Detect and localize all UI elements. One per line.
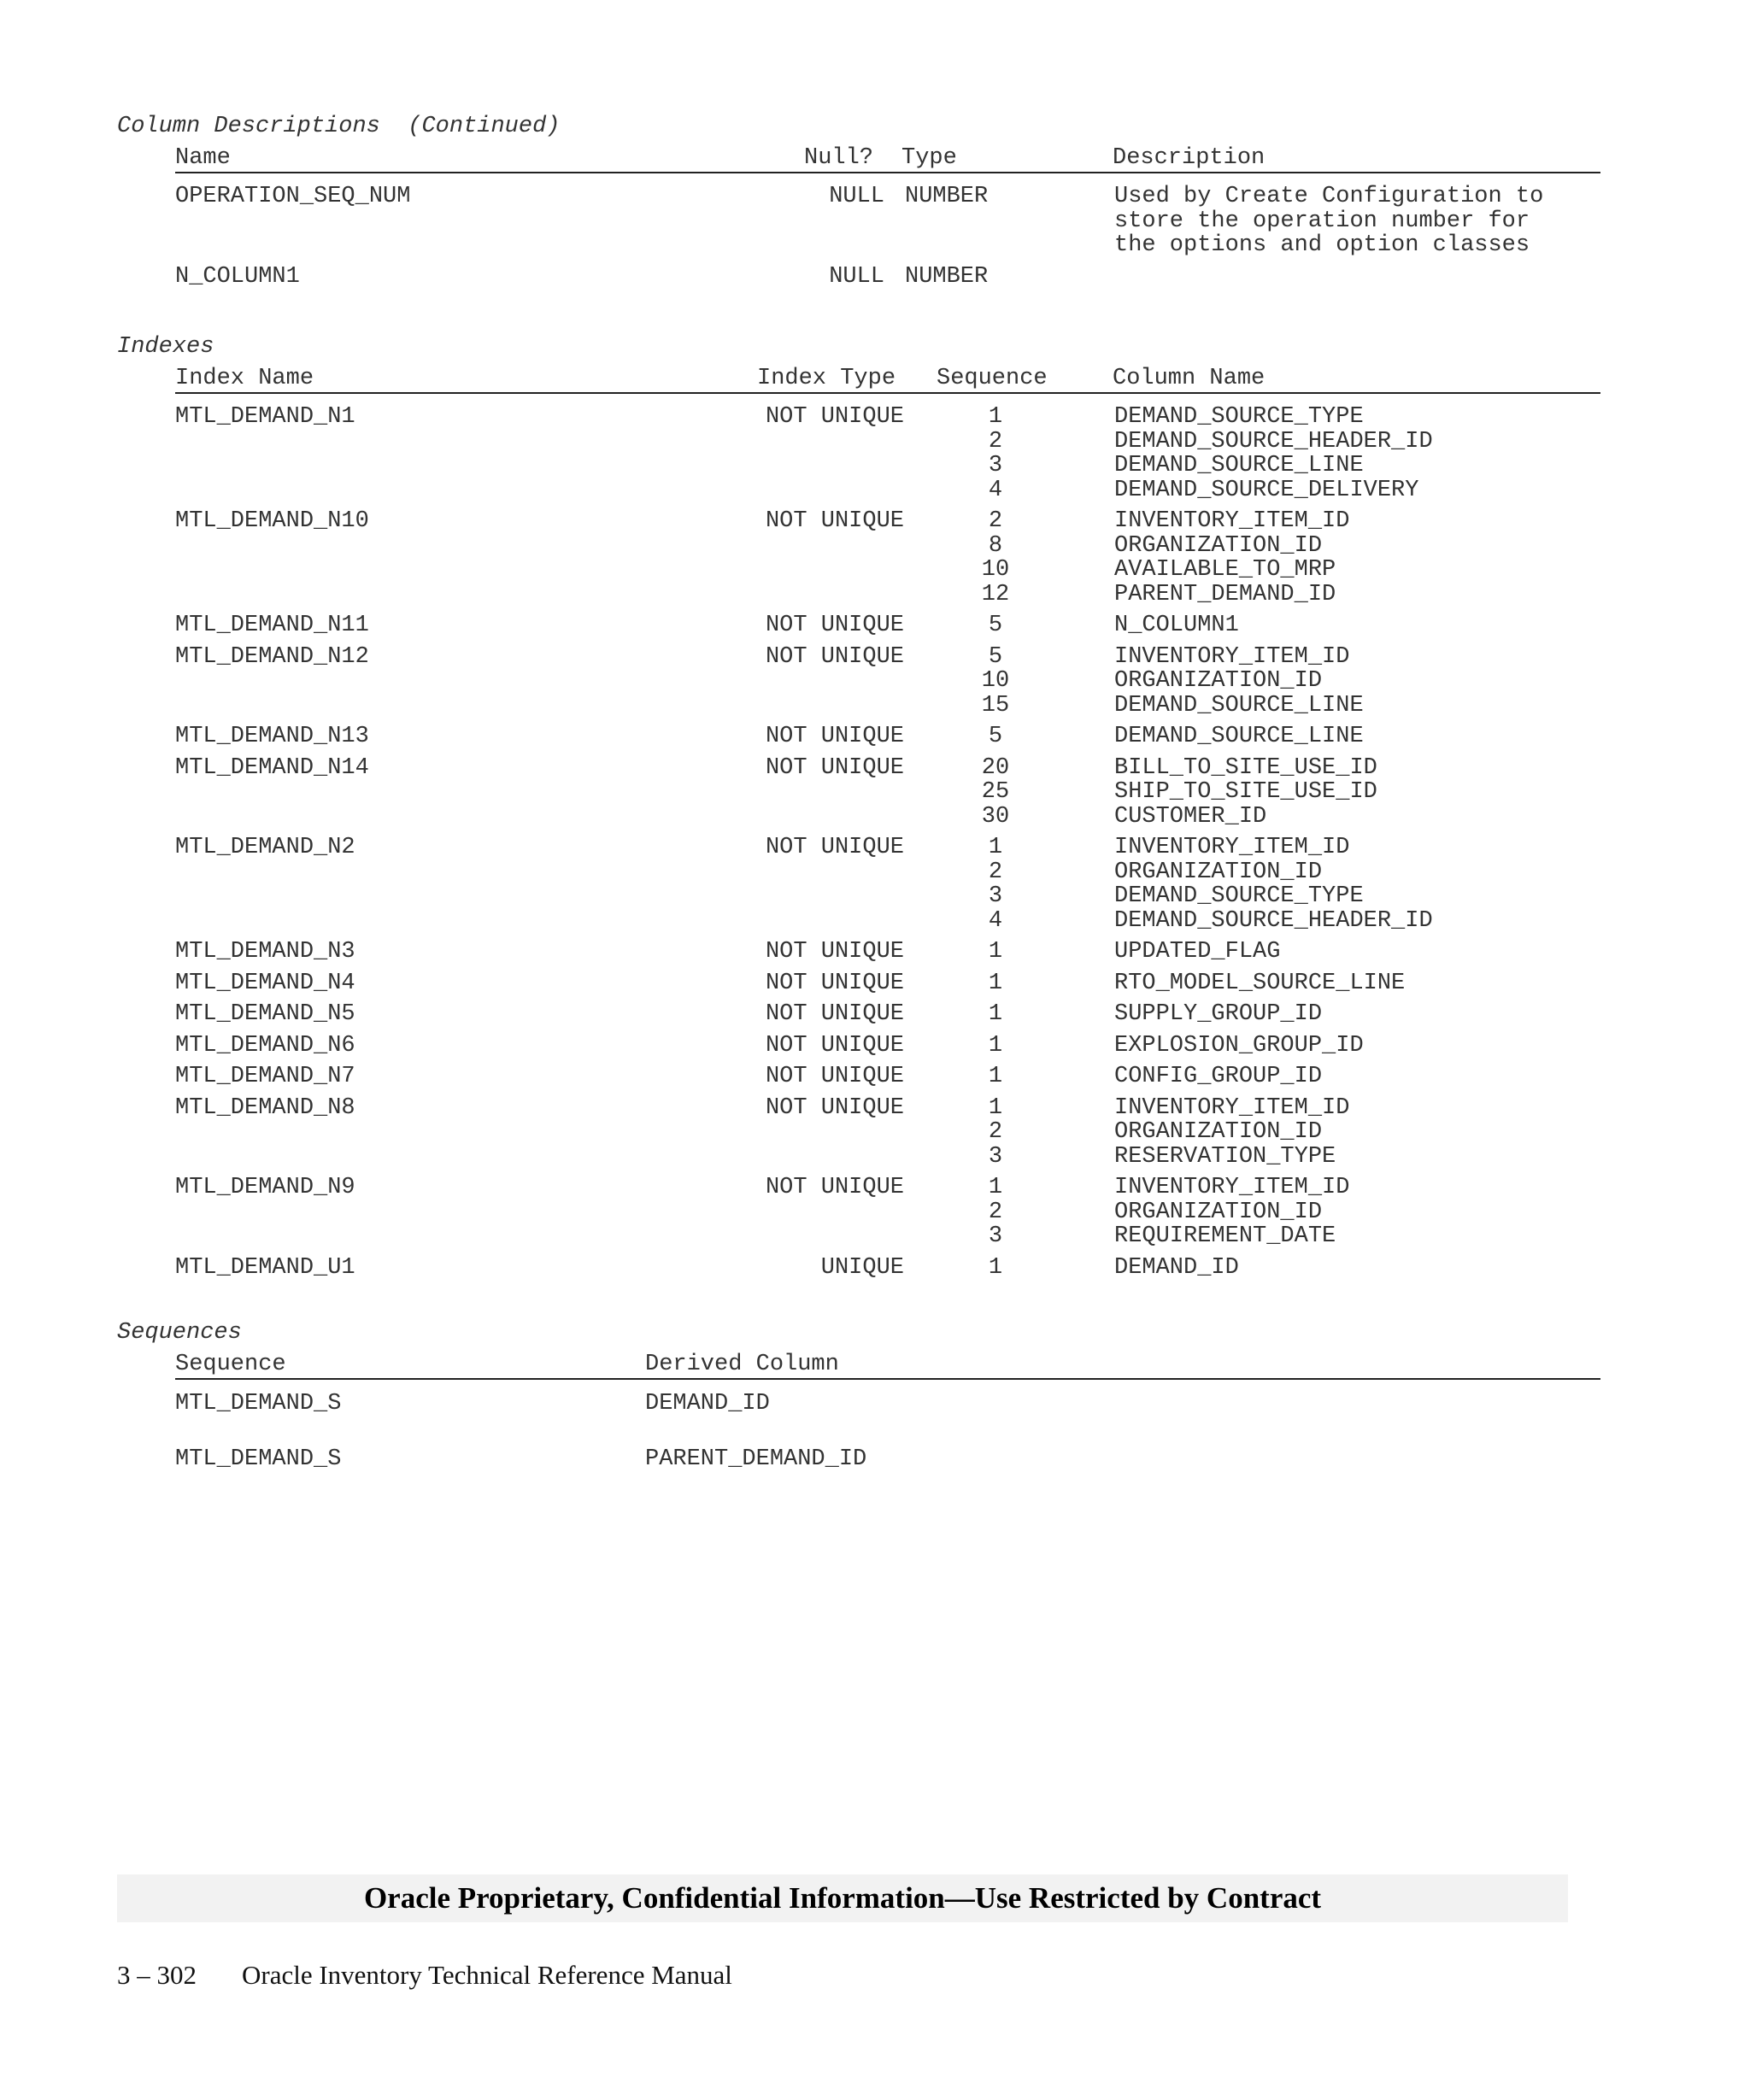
index-column-name: REQUIREMENT_DATE — [1114, 1223, 1336, 1249]
index-type: NOT UNIQUE — [765, 508, 904, 534]
indexes-title: Indexes — [117, 334, 214, 360]
index-column-name: INVENTORY_ITEM_ID — [1114, 835, 1350, 860]
header-type: Type — [901, 145, 957, 171]
index-name: MTL_DEMAND_N11 — [175, 613, 369, 638]
index-sequence: 5 — [988, 643, 1003, 670]
confidential-banner: Oracle Proprietary, Confidential Information––Use Restricted by Contract — [363, 1881, 1322, 1915]
index-name: MTL_DEMAND_N4 — [175, 970, 355, 996]
index-name: MTL_DEMAND_N10 — [175, 508, 369, 534]
column-type: NUMBER — [905, 263, 989, 290]
index-column-name: CUSTOMER_ID — [1114, 803, 1267, 830]
column-descriptions-rule — [175, 172, 1600, 173]
index-type: NOT UNIQUE — [765, 1064, 904, 1089]
index-sequence: 5 — [988, 613, 1003, 638]
index-column-name: INVENTORY_ITEM_ID — [1114, 1094, 1350, 1121]
index-name: MTL_DEMAND_N7 — [175, 1064, 355, 1089]
index-sequence: 1 — [988, 939, 1003, 965]
index-column-name: INVENTORY_ITEM_ID — [1114, 1175, 1350, 1200]
index-sequence: 25 — [981, 779, 1010, 805]
index-column-name: SHIP_TO_SITE_USE_ID — [1114, 779, 1377, 805]
indexes-rule — [175, 392, 1600, 394]
index-column-name: ORGANIZATION_ID — [1114, 1199, 1323, 1225]
derived-column: PARENT_DEMAND_ID — [645, 1446, 867, 1472]
index-name: MTL_DEMAND_N1 — [175, 404, 355, 430]
page-number: 3 – 302 — [117, 1960, 197, 1990]
index-sequence: 3 — [988, 1143, 1003, 1170]
index-column-name: DEMAND_SOURCE_DELIVERY — [1114, 477, 1419, 503]
index-sequence: 3 — [988, 883, 1003, 909]
index-sequence: 30 — [981, 803, 1010, 830]
index-sequence: 1 — [988, 1094, 1003, 1121]
index-sequence: 4 — [988, 477, 1003, 503]
index-sequence: 5 — [988, 724, 1003, 749]
column-name: OPERATION_SEQ_NUM — [175, 184, 411, 209]
index-type: NOT UNIQUE — [765, 835, 904, 860]
column-descriptions-title: Column Descriptions (Continued) — [117, 114, 561, 139]
index-sequence: 10 — [981, 557, 1010, 583]
index-type: NOT UNIQUE — [765, 643, 904, 670]
header-index-name: Index Name — [175, 366, 314, 391]
derived-column: DEMAND_ID — [645, 1391, 770, 1417]
index-column-name: DEMAND_SOURCE_HEADER_ID — [1114, 907, 1433, 934]
column-name: N_COLUMN1 — [175, 263, 300, 290]
index-column-name: DEMAND_ID — [1114, 1254, 1239, 1281]
column-null: NULL — [829, 263, 884, 290]
index-sequence: 2 — [988, 859, 1003, 885]
index-column-name: DEMAND_SOURCE_HEADER_ID — [1114, 428, 1433, 455]
index-sequence: 3 — [988, 1223, 1003, 1249]
index-column-name: RTO_MODEL_SOURCE_LINE — [1114, 970, 1406, 996]
index-sequence: 1 — [988, 404, 1003, 430]
index-sequence: 2 — [988, 1199, 1003, 1225]
header-null: Null? — [804, 145, 874, 171]
index-column-name: EXPLOSION_GROUP_ID — [1114, 1032, 1364, 1059]
index-column-name: ORGANIZATION_ID — [1114, 859, 1323, 885]
index-sequence: 2 — [988, 1119, 1003, 1145]
column-type: NUMBER — [905, 184, 989, 209]
index-name: MTL_DEMAND_N2 — [175, 835, 355, 860]
index-sequence: 1 — [988, 1032, 1003, 1059]
index-name: MTL_DEMAND_N5 — [175, 1001, 355, 1027]
index-column-name: RESERVATION_TYPE — [1114, 1143, 1336, 1170]
index-name: MTL_DEMAND_N6 — [175, 1032, 355, 1059]
index-column-name: DEMAND_SOURCE_TYPE — [1114, 883, 1364, 909]
index-type: NOT UNIQUE — [765, 1032, 904, 1059]
index-sequence: 1 — [988, 1064, 1003, 1089]
index-column-name: INVENTORY_ITEM_ID — [1114, 508, 1350, 534]
index-sequence: 1 — [988, 1175, 1003, 1200]
index-type: UNIQUE — [820, 1254, 904, 1281]
index-sequence: 12 — [981, 581, 1010, 607]
column-description-line: the options and option classes — [1114, 232, 1530, 258]
index-sequence: 20 — [981, 754, 1010, 781]
index-type: NOT UNIQUE — [765, 970, 904, 996]
header-seq: Sequence — [175, 1352, 286, 1377]
sequence-name: MTL_DEMAND_S — [175, 1391, 342, 1417]
index-column-name: N_COLUMN1 — [1114, 613, 1239, 638]
index-sequence: 1 — [988, 1254, 1003, 1281]
index-name: MTL_DEMAND_U1 — [175, 1254, 355, 1281]
column-description-line: store the operation number for — [1114, 208, 1530, 234]
index-sequence: 2 — [988, 508, 1003, 534]
index-type: NOT UNIQUE — [765, 404, 904, 430]
index-type: NOT UNIQUE — [765, 724, 904, 749]
manual-title: Oracle Inventory Technical Reference Manual — [242, 1960, 732, 1990]
index-type: NOT UNIQUE — [765, 1175, 904, 1200]
index-sequence: 3 — [988, 453, 1003, 478]
index-column-name: DEMAND_SOURCE_TYPE — [1114, 404, 1364, 430]
index-column-name: PARENT_DEMAND_ID — [1114, 581, 1336, 607]
header-name: Name — [175, 145, 231, 171]
index-column-name: SUPPLY_GROUP_ID — [1114, 1001, 1323, 1027]
index-column-name: DEMAND_SOURCE_LINE — [1114, 692, 1364, 719]
index-sequence: 1 — [988, 835, 1003, 860]
index-column-name: DEMAND_SOURCE_LINE — [1114, 724, 1364, 749]
index-column-name: CONFIG_GROUP_ID — [1114, 1064, 1323, 1089]
index-sequence: 10 — [981, 668, 1010, 694]
index-name: MTL_DEMAND_N12 — [175, 643, 369, 670]
index-column-name: ORGANIZATION_ID — [1114, 532, 1323, 559]
header-column-name: Column Name — [1113, 366, 1266, 391]
index-type: NOT UNIQUE — [765, 1094, 904, 1121]
index-name: MTL_DEMAND_N14 — [175, 754, 369, 781]
index-sequence: 1 — [988, 1001, 1003, 1027]
header-description: Description — [1113, 145, 1266, 171]
index-column-name: ORGANIZATION_ID — [1114, 668, 1323, 694]
header-sequence: Sequence — [937, 366, 1048, 391]
index-name: MTL_DEMAND_N9 — [175, 1175, 355, 1200]
index-type: NOT UNIQUE — [765, 1001, 904, 1027]
index-type: NOT UNIQUE — [765, 613, 904, 638]
index-column-name: UPDATED_FLAG — [1114, 939, 1281, 965]
index-type: NOT UNIQUE — [765, 754, 904, 781]
index-name: MTL_DEMAND_N3 — [175, 939, 355, 965]
index-column-name: DEMAND_SOURCE_LINE — [1114, 453, 1364, 478]
index-name: MTL_DEMAND_N8 — [175, 1094, 355, 1121]
index-column-name: INVENTORY_ITEM_ID — [1114, 643, 1350, 670]
sequence-name: MTL_DEMAND_S — [175, 1446, 342, 1472]
header-derived-column: Derived Column — [645, 1352, 839, 1377]
header-index-type: Index Type — [757, 366, 896, 391]
index-column-name: BILL_TO_SITE_USE_ID — [1114, 754, 1377, 781]
index-column-name: AVAILABLE_TO_MRP — [1114, 557, 1336, 583]
sequences-title: Sequences — [117, 1320, 242, 1346]
column-null: NULL — [829, 184, 884, 209]
index-sequence: 8 — [988, 532, 1003, 559]
column-description-line: Used by Create Configuration to — [1114, 184, 1544, 209]
index-sequence: 1 — [988, 970, 1003, 996]
index-sequence: 15 — [981, 692, 1010, 719]
index-column-name: ORGANIZATION_ID — [1114, 1119, 1323, 1145]
index-name: MTL_DEMAND_N13 — [175, 724, 369, 749]
index-sequence: 2 — [988, 428, 1003, 455]
index-type: NOT UNIQUE — [765, 939, 904, 965]
index-sequence: 4 — [988, 907, 1003, 934]
sequences-rule — [175, 1378, 1600, 1380]
